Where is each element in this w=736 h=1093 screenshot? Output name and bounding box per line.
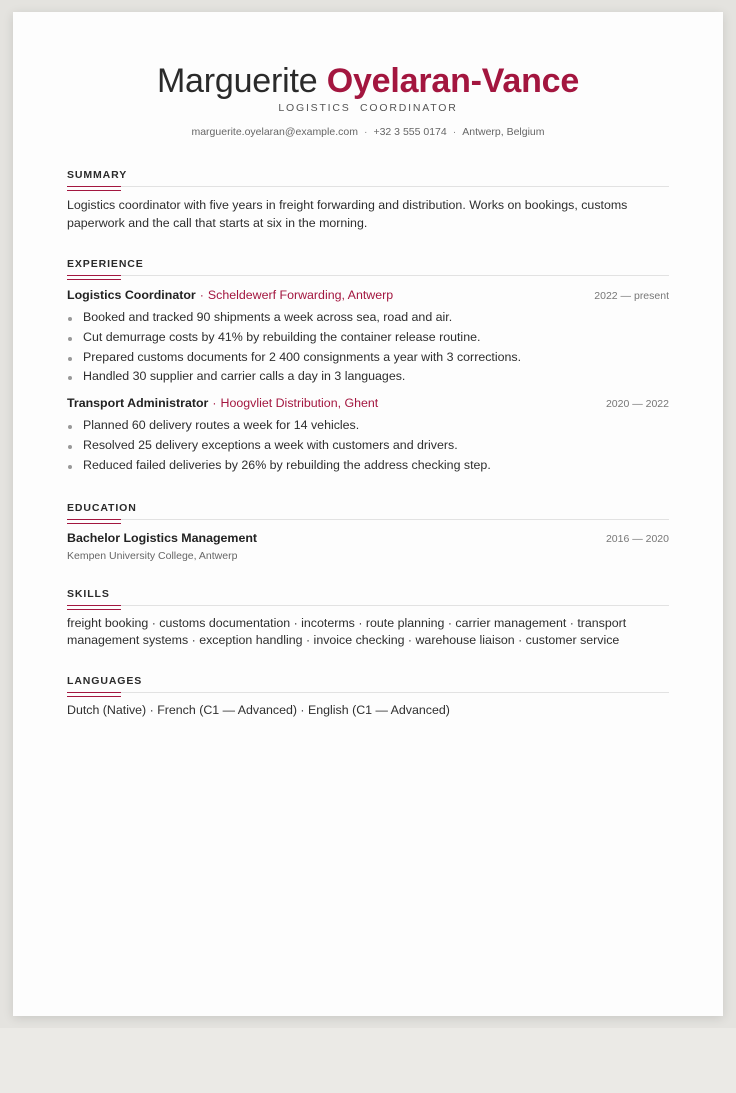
section-accent-rule [67, 186, 121, 191]
summary-section [67, 165, 669, 232]
list-item: Booked and tracked 90 shipments a week across sea, road and air. [67, 308, 669, 328]
section-heading [67, 498, 669, 520]
job-title: Transport Administrator [67, 396, 209, 411]
experience-section [67, 254, 669, 476]
list-item: Resolved 25 delivery exceptions a week with customers and drivers. [67, 436, 669, 456]
job-dates: 2020 — 2022 [605, 398, 669, 411]
list-item: Reduced failed deliveries by 26% by rebuilding the address checking step. [67, 456, 669, 476]
job-entry [67, 287, 669, 387]
job-role: LOGISTICS COORDINATOR [278, 102, 458, 114]
separator: · [452, 126, 457, 138]
list-item: Handled 30 supplier and carrier calls a day in 3 languages. [67, 367, 669, 387]
education-dates: 2016 — 2020 [605, 532, 669, 545]
section-title: LANGUAGES [67, 674, 143, 687]
contact-line [67, 126, 669, 138]
education-header [67, 530, 669, 547]
candidate-name [67, 62, 669, 100]
skills-section [67, 584, 669, 649]
job-dates: 2022 — present [594, 290, 669, 302]
list-item: Cut demurrage costs by 41% by rebuilding the container release routine. [67, 328, 669, 348]
phone: +32 3 555 0174 [373, 126, 447, 138]
resume-page [13, 12, 723, 1016]
section-title: SUMMARY [67, 169, 128, 181]
email: marguerite.oyelaran@example.com [191, 126, 358, 138]
section-heading [67, 584, 669, 606]
skills-text: freight booking · customs documentation · incoterms · route planning · carrier management · transport management systems · exception handling · invoice checking · warehouse liaison · customer service [67, 615, 627, 647]
job-title: Logistics Coordinator [67, 288, 196, 302]
languages-section [67, 671, 669, 719]
section-accent-rule [67, 605, 121, 610]
section-heading [67, 165, 669, 187]
list-item: Prepared customs documents for 2 400 consignments a year with 3 corrections. [67, 348, 669, 368]
section-accent-rule [67, 275, 121, 280]
list-item: Planned 60 delivery routes a week for 14 vehicles. [67, 416, 669, 436]
location: Antwerp, Belgium [462, 126, 545, 138]
first-name: Marguerite [156, 62, 318, 100]
employer: Hoogvliet Distribution, Ghent [220, 396, 379, 411]
separator: · [363, 126, 368, 138]
section-title: EXPERIENCE [67, 258, 144, 270]
job-entry [67, 395, 669, 475]
degree: Bachelor Logistics Management [67, 530, 258, 545]
job-bullets [67, 416, 669, 475]
school: Kempen University College, Antwerp [67, 549, 238, 562]
section-title: EDUCATION [67, 501, 137, 514]
background-band [0, 1028, 736, 1093]
employer: Scheldewerf Forwarding, Antwerp [207, 288, 394, 302]
section-accent-rule [67, 519, 121, 524]
job-header [67, 395, 669, 412]
languages-text: Dutch (Native) · French (C1 — Advanced) · English (C1 — Advanced) [67, 702, 450, 717]
education-section [67, 498, 669, 562]
summary-text: Logistics coordinator with five years in freight forwarding and distribution. Works on bookings, customs paperwork and the call that starts at six in the morning. [67, 198, 628, 230]
job-header [67, 287, 669, 304]
separator: · [199, 288, 204, 302]
section-title: SKILLS [67, 587, 110, 600]
section-heading [67, 254, 669, 276]
last-name: Oyelaran-Vance [326, 62, 580, 100]
job-bullets [67, 308, 669, 387]
section-accent-rule [67, 692, 121, 697]
section-heading [67, 671, 669, 693]
resume-header [67, 12, 669, 138]
separator: · [212, 396, 217, 411]
